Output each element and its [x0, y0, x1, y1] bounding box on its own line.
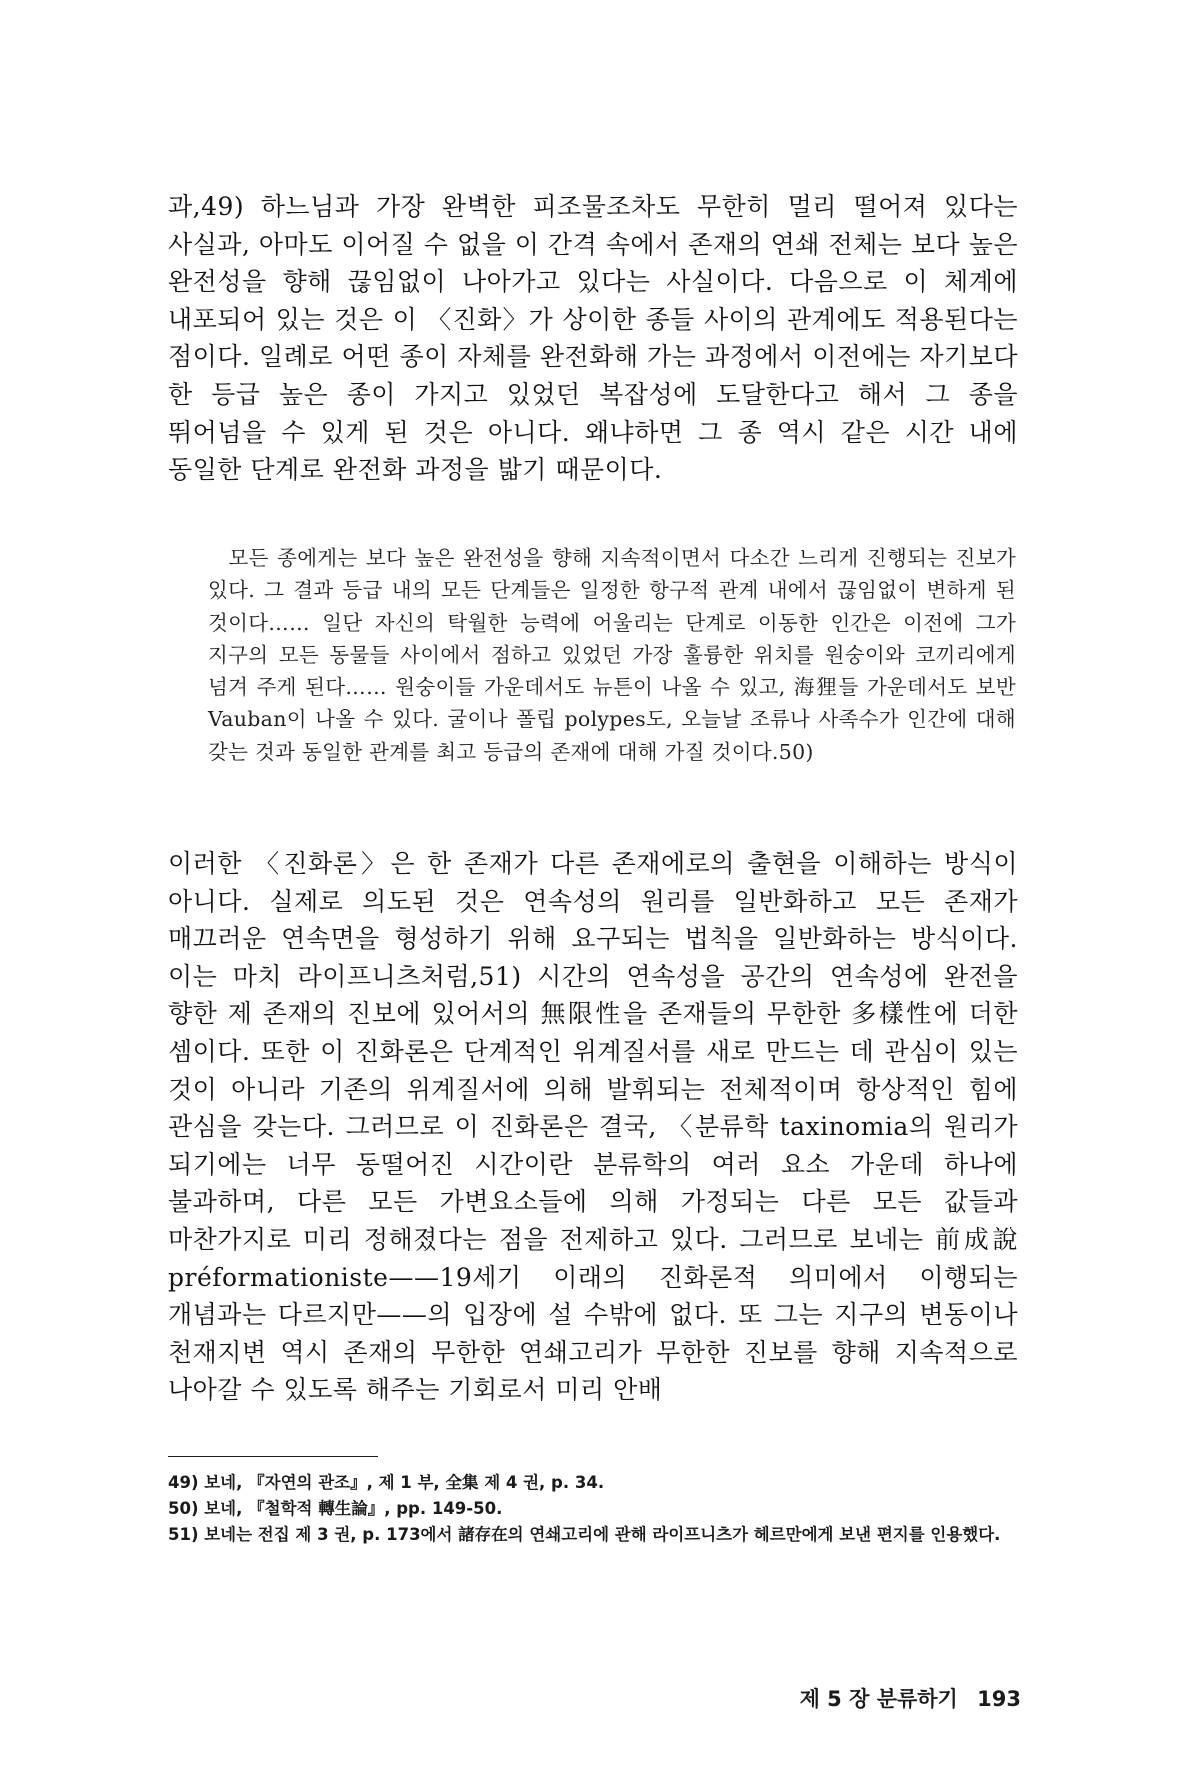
footnote-49: 49) 보네, 『자연의 관조』, 제 1 부, 全集 제 4 권, p. 34. — [168, 1473, 605, 1492]
block-quote: 모든 종에게는 보다 높은 완전성을 향해 지속적이면서 다소간 느리게 진행되는 진보가 있다. 그 결과 등급 내의 모든 단계들은 일정한 항구적 관계 내에서 끊임없이 변하게 된 것이다…… 일단 자신의 탁월한 능력에 어울리는 단계로 이동한 인간은 이전에 그가 지구의 모든 동물들 사이에서 점하고 있었던 가장 훌륭한 위치를 원숭이와 코끼리에게 넘겨 주게 된다…… 원숭이들 가운데서도 뉴튼이 나올 수 있고, 海狸들 가운데서도 보반 Vauban이 나올 수 있다. 굴이나 폴립 polypes도, 오늘날 조류나 사족수가 인간에 대해 갖는 것과 동일한 관계를 최고 등급의 존재에 대해 가질 것이다.50) — [208, 546, 1016, 764]
page-number: 193 — [977, 1687, 1021, 1711]
footnote-divider — [168, 1456, 378, 1457]
running-footer — [800, 1683, 1021, 1713]
body-paragraph-2: 이러한 〈진화론〉은 한 존재가 다른 존재에로의 출현을 이해하는 방식이 아니다. 실제로 의도된 것은 연속성의 원리를 일반화하고 모든 존재가 매끄러운 연속면을 형성하기 위해 요구되는 법칙을 일반화하는 방식이다. 이는 마치 라이프니츠처럼,51) 시간의 연속성을 공간의 연속성에 완전을 향한 제 존재의 진보에 있어서의 無限性을 존재들의 무한한 多樣性에 더한 셈이다. 또한 이 진화론은 단계적인 위계질서를 새로 만드는 데 관심이 있는 것이 아니라 기존의 위계질서에 의해 발휘되는 전체적이며 항상적인 힘에 관심을 갖는다. 그러므로 이 진화론은 결국, 〈분류학 taxinomia의 원리가 되기에는 너무 동떨어진 시간이란 분류학의 여러 요소 가운데 하나에 불과하며, 다른 모든 가변요소들에 의해 가정되는 다른 모든 값들과 마찬가지로 미리 정해졌다는 점을 전제하고 있다. 그러므로 보네는 前成說 préformationiste——19세기 이래의 진화론적 의미에서 이행되는 개념과는 다르지만——의 입장에 설 수밖에 없다. 또 그는 지구의 변동이나 천재지변 역시 존재의 무한한 연쇄고리가 무한한 진보를 향해 지속적으로 나아갈 수 있도록 해주는 기회로서 미리 안배 — [168, 849, 1018, 1405]
body-paragraph-1: 과,49) 하느님과 가장 완벽한 피조물조차도 무한히 멀리 떨어져 있다는 사실과, 아마도 이어질 수 없을 이 간격 속에서 존재의 연쇄 전체는 보다 높은 완전성을 향해 끊임없이 나아가고 있다는 사실이다. 다음으로 이 체계에 내포되어 있는 것은 이 〈진화〉가 상이한 종들 사이의 관계에도 적용된다는 점이다. 일례로 어떤 종이 자체를 완전화해 가는 과정에서 이전에는 자기보다 한 등급 높은 종이 가지고 있었던 복잡성에 도달한다고 해서 그 종을 뛰어넘을 수 있게 된 것은 아니다. 왜냐하면 그 종 역시 같은 시간 내에 동일한 단계로 완전화 과정을 밟기 때문이다. — [168, 192, 1018, 485]
footnote-51: 51) 보네는 전집 제 3 권, p. 173에서 諸存在의 연쇄고리에 관해 라이프니츠가 헤르만에게 보낸 편지를 인용했다. — [168, 1525, 1001, 1544]
chapter-title: 제 5 장 분류하기 — [799, 1687, 958, 1711]
footnotes — [168, 1470, 1018, 1548]
footnote-50: 50) 보네, 『철학적 轉生論』, pp. 149-50. — [168, 1499, 503, 1518]
